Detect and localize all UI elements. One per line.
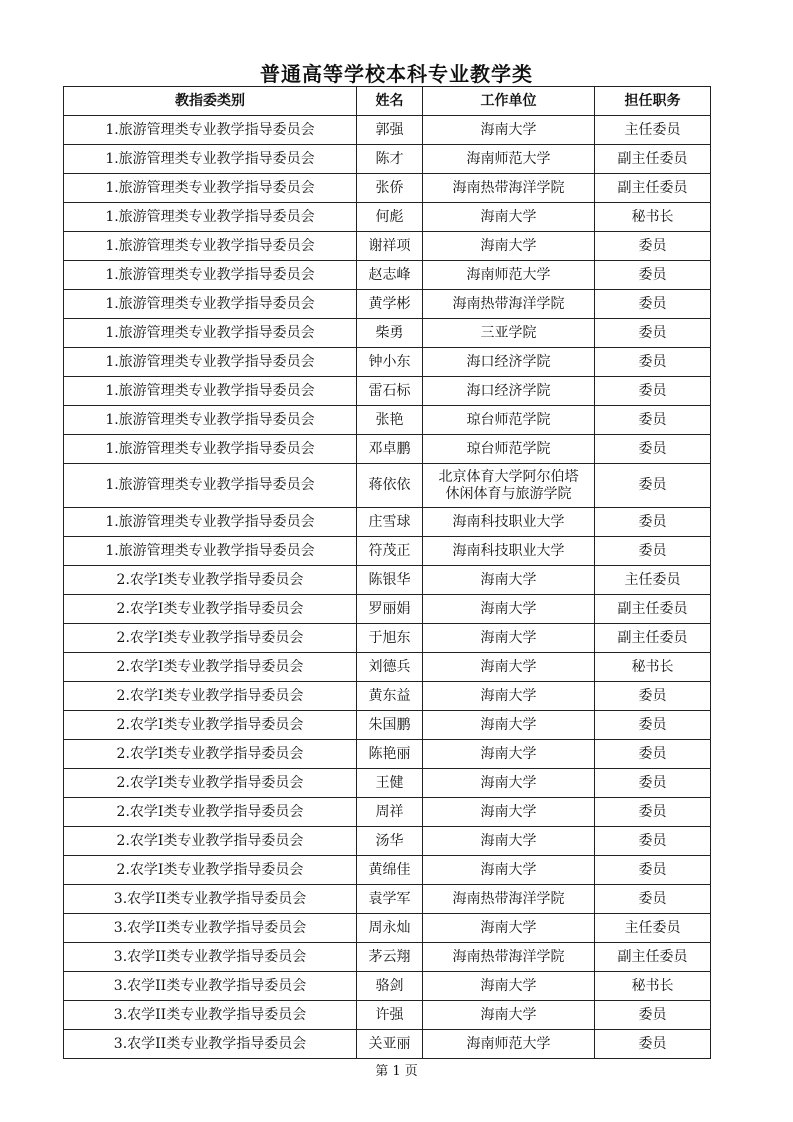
- cell-name: 汤华: [357, 827, 423, 856]
- cell-category: 2.农学I类专业教学指导委员会: [64, 711, 357, 740]
- cell-unit: 琼台师范学院: [423, 435, 595, 464]
- cell-category: 1.旅游管理类专业教学指导委员会: [64, 116, 357, 145]
- cell-unit: 海南大学: [423, 827, 595, 856]
- cell-role: 委员: [595, 740, 711, 769]
- table-row: [64, 1030, 711, 1059]
- table-row: [64, 682, 711, 711]
- cell-role: 委员: [595, 537, 711, 566]
- cell-category: 1.旅游管理类专业教学指导委员会: [64, 464, 357, 508]
- cell-category: 2.农学I类专业教学指导委员会: [64, 595, 357, 624]
- cell-unit: 海南大学: [423, 740, 595, 769]
- page-number: 第 1 页: [375, 1064, 418, 1079]
- header-unit: 工作单位: [423, 87, 595, 116]
- cell-name: 黄学彬: [357, 290, 423, 319]
- cell-category: 2.农学I类专业教学指导委员会: [64, 856, 357, 885]
- cell-unit: 海南大学: [423, 232, 595, 261]
- cell-unit: 海南热带海洋学院: [423, 943, 595, 972]
- cell-category: 1.旅游管理类专业教学指导委员会: [64, 537, 357, 566]
- cell-unit-line: 休闲体育与旅游学院: [445, 485, 572, 502]
- cell-category: 1.旅游管理类专业教学指导委员会: [64, 319, 357, 348]
- cell-unit: 海南热带海洋学院: [423, 290, 595, 319]
- cell-role: 副主任委员: [595, 624, 711, 653]
- cell-role: 秘书长: [595, 653, 711, 682]
- table-row: [64, 769, 711, 798]
- table-header-row: [64, 87, 711, 116]
- table-row: [64, 508, 711, 537]
- cell-unit: 海南大学: [423, 1001, 595, 1030]
- cell-name: 庄雪球: [357, 508, 423, 537]
- cell-unit: 海南大学: [423, 203, 595, 232]
- cell-role: 秘书长: [595, 203, 711, 232]
- cell-name: 刘德兵: [357, 653, 423, 682]
- cell-category: 1.旅游管理类专业教学指导委员会: [64, 145, 357, 174]
- cell-category: 1.旅游管理类专业教学指导委员会: [64, 261, 357, 290]
- cell-unit: 海南师范大学: [423, 1030, 595, 1059]
- cell-name: 陈银华: [357, 566, 423, 595]
- table-row: [64, 798, 711, 827]
- cell-unit: 海南大学: [423, 595, 595, 624]
- cell-role: 委员: [595, 1030, 711, 1059]
- cell-role: 委员: [595, 290, 711, 319]
- cell-category: 3.农学II类专业教学指导委员会: [64, 943, 357, 972]
- cell-name: 朱国鹏: [357, 711, 423, 740]
- cell-name: 邓卓鹏: [357, 435, 423, 464]
- cell-role: 委员: [595, 682, 711, 711]
- cell-category: 3.农学II类专业教学指导委员会: [64, 1001, 357, 1030]
- cell-role: 委员: [595, 464, 711, 508]
- table-row: [64, 377, 711, 406]
- cell-unit: 海南大学: [423, 798, 595, 827]
- table-row: [64, 943, 711, 972]
- cell-role: 委员: [595, 798, 711, 827]
- cell-name: 罗丽娟: [357, 595, 423, 624]
- cell-category: 1.旅游管理类专业教学指导委员会: [64, 377, 357, 406]
- cell-role: 委员: [595, 435, 711, 464]
- table-row: [64, 203, 711, 232]
- cell-unit: 海南科技职业大学: [423, 537, 595, 566]
- cell-unit: 海口经济学院: [423, 348, 595, 377]
- page-title: 普通高等学校本科专业教学类: [260, 62, 533, 86]
- committee-table: [63, 86, 711, 1059]
- table-row: [64, 885, 711, 914]
- table-row: [64, 348, 711, 377]
- table-row: [64, 174, 711, 203]
- cell-unit: 海南大学: [423, 682, 595, 711]
- cell-name: 陈艳丽: [357, 740, 423, 769]
- cell-category: 3.农学II类专业教学指导委员会: [64, 1030, 357, 1059]
- table-row: [64, 435, 711, 464]
- table-body: [64, 116, 711, 1059]
- cell-unit: 海南大学: [423, 566, 595, 595]
- cell-unit: 海南热带海洋学院: [423, 885, 595, 914]
- cell-name: 骆剑: [357, 972, 423, 1001]
- cell-category: 3.农学II类专业教学指导委员会: [64, 885, 357, 914]
- cell-category: 1.旅游管理类专业教学指导委员会: [64, 435, 357, 464]
- cell-role: 委员: [595, 1001, 711, 1030]
- cell-name: 黄绵佳: [357, 856, 423, 885]
- cell-role: 委员: [595, 856, 711, 885]
- cell-name: 谢祥项: [357, 232, 423, 261]
- cell-name: 赵志峰: [357, 261, 423, 290]
- header-role: 担任职务: [595, 87, 711, 116]
- cell-unit-line: 北京体育大学阿尔伯塔: [438, 468, 579, 485]
- cell-role: 主任委员: [595, 914, 711, 943]
- header-name: 姓名: [357, 87, 423, 116]
- cell-category: 2.农学I类专业教学指导委员会: [64, 827, 357, 856]
- cell-name: 雷石标: [357, 377, 423, 406]
- cell-category: 2.农学I类专业教学指导委员会: [64, 682, 357, 711]
- cell-category: 1.旅游管理类专业教学指导委员会: [64, 290, 357, 319]
- cell-role: 主任委员: [595, 116, 711, 145]
- cell-category: 1.旅游管理类专业教学指导委员会: [64, 406, 357, 435]
- cell-name: 周祥: [357, 798, 423, 827]
- table-row: [64, 914, 711, 943]
- cell-name: 钟小东: [357, 348, 423, 377]
- cell-category: 2.农学I类专业教学指导委员会: [64, 624, 357, 653]
- cell-category: 3.农学II类专业教学指导委员会: [64, 972, 357, 1001]
- cell-unit: 海南大学: [423, 116, 595, 145]
- cell-unit: 琼台师范学院: [423, 406, 595, 435]
- table-row: [64, 856, 711, 885]
- cell-unit: 海南大学: [423, 914, 595, 943]
- cell-role: 副主任委员: [595, 174, 711, 203]
- cell-unit: 海南大学: [423, 624, 595, 653]
- cell-name: 于旭东: [357, 624, 423, 653]
- cell-role: 委员: [595, 319, 711, 348]
- cell-role: 委员: [595, 377, 711, 406]
- cell-unit: 海南师范大学: [423, 145, 595, 174]
- cell-name: 袁学军: [357, 885, 423, 914]
- cell-role: 委员: [595, 261, 711, 290]
- cell-name: 柴勇: [357, 319, 423, 348]
- cell-category: 2.农学I类专业教学指导委员会: [64, 653, 357, 682]
- cell-unit: 海口经济学院: [423, 377, 595, 406]
- table-row: [64, 827, 711, 856]
- cell-name: 符茂正: [357, 537, 423, 566]
- table-row: [64, 595, 711, 624]
- cell-role: 委员: [595, 232, 711, 261]
- cell-role: 主任委员: [595, 566, 711, 595]
- cell-name: 陈才: [357, 145, 423, 174]
- cell-name: 何彪: [357, 203, 423, 232]
- cell-role: 委员: [595, 711, 711, 740]
- cell-name: 张侨: [357, 174, 423, 203]
- cell-category: 1.旅游管理类专业教学指导委员会: [64, 174, 357, 203]
- cell-unit: 海南大学: [423, 856, 595, 885]
- cell-name: 关亚丽: [357, 1030, 423, 1059]
- cell-category: 1.旅游管理类专业教学指导委员会: [64, 348, 357, 377]
- cell-role: 副主任委员: [595, 145, 711, 174]
- cell-unit: 三亚学院: [423, 319, 595, 348]
- cell-unit: 海南热带海洋学院: [423, 174, 595, 203]
- cell-role: 委员: [595, 348, 711, 377]
- table-row: [64, 232, 711, 261]
- cell-category: 1.旅游管理类专业教学指导委员会: [64, 203, 357, 232]
- cell-category: 2.农学I类专业教学指导委员会: [64, 769, 357, 798]
- cell-name: 茅云翔: [357, 943, 423, 972]
- table-row: [64, 464, 711, 508]
- cell-name: 王健: [357, 769, 423, 798]
- header-category: 教指委类别: [64, 87, 357, 116]
- cell-category: 2.农学I类专业教学指导委员会: [64, 566, 357, 595]
- cell-category: 3.农学II类专业教学指导委员会: [64, 914, 357, 943]
- cell-category: 1.旅游管理类专业教学指导委员会: [64, 232, 357, 261]
- cell-name: 黄东益: [357, 682, 423, 711]
- table-row: [64, 145, 711, 174]
- cell-category: 1.旅游管理类专业教学指导委员会: [64, 508, 357, 537]
- cell-role: 副主任委员: [595, 595, 711, 624]
- cell-role: 副主任委员: [595, 943, 711, 972]
- table-row: [64, 624, 711, 653]
- cell-name: 蒋依依: [357, 464, 423, 508]
- table-row: [64, 537, 711, 566]
- cell-role: 委员: [595, 769, 711, 798]
- cell-category: 2.农学I类专业教学指导委员会: [64, 740, 357, 769]
- cell-name: 郭强: [357, 116, 423, 145]
- cell-role: 委员: [595, 508, 711, 537]
- cell-unit: 海南师范大学: [423, 261, 595, 290]
- cell-unit: 海南大学: [423, 653, 595, 682]
- table-row: [64, 319, 711, 348]
- table-row: [64, 740, 711, 769]
- table-row: [64, 290, 711, 319]
- table-row: [64, 116, 711, 145]
- table-row: [64, 1001, 711, 1030]
- table-row: [64, 406, 711, 435]
- cell-unit: 海南科技职业大学: [423, 508, 595, 537]
- cell-role: 委员: [595, 406, 711, 435]
- cell-category: 2.农学I类专业教学指导委员会: [64, 798, 357, 827]
- table-row: [64, 566, 711, 595]
- cell-name: 周永灿: [357, 914, 423, 943]
- cell-unit: [423, 464, 595, 508]
- cell-role: 委员: [595, 885, 711, 914]
- cell-unit: 海南大学: [423, 972, 595, 1001]
- cell-role: 秘书长: [595, 972, 711, 1001]
- table-row: [64, 711, 711, 740]
- cell-unit: 海南大学: [423, 769, 595, 798]
- table-row: [64, 261, 711, 290]
- cell-role: 委员: [595, 827, 711, 856]
- table-row: [64, 653, 711, 682]
- table-row: [64, 972, 711, 1001]
- cell-unit: 海南大学: [423, 711, 595, 740]
- cell-name: 张艳: [357, 406, 423, 435]
- cell-name: 许强: [357, 1001, 423, 1030]
